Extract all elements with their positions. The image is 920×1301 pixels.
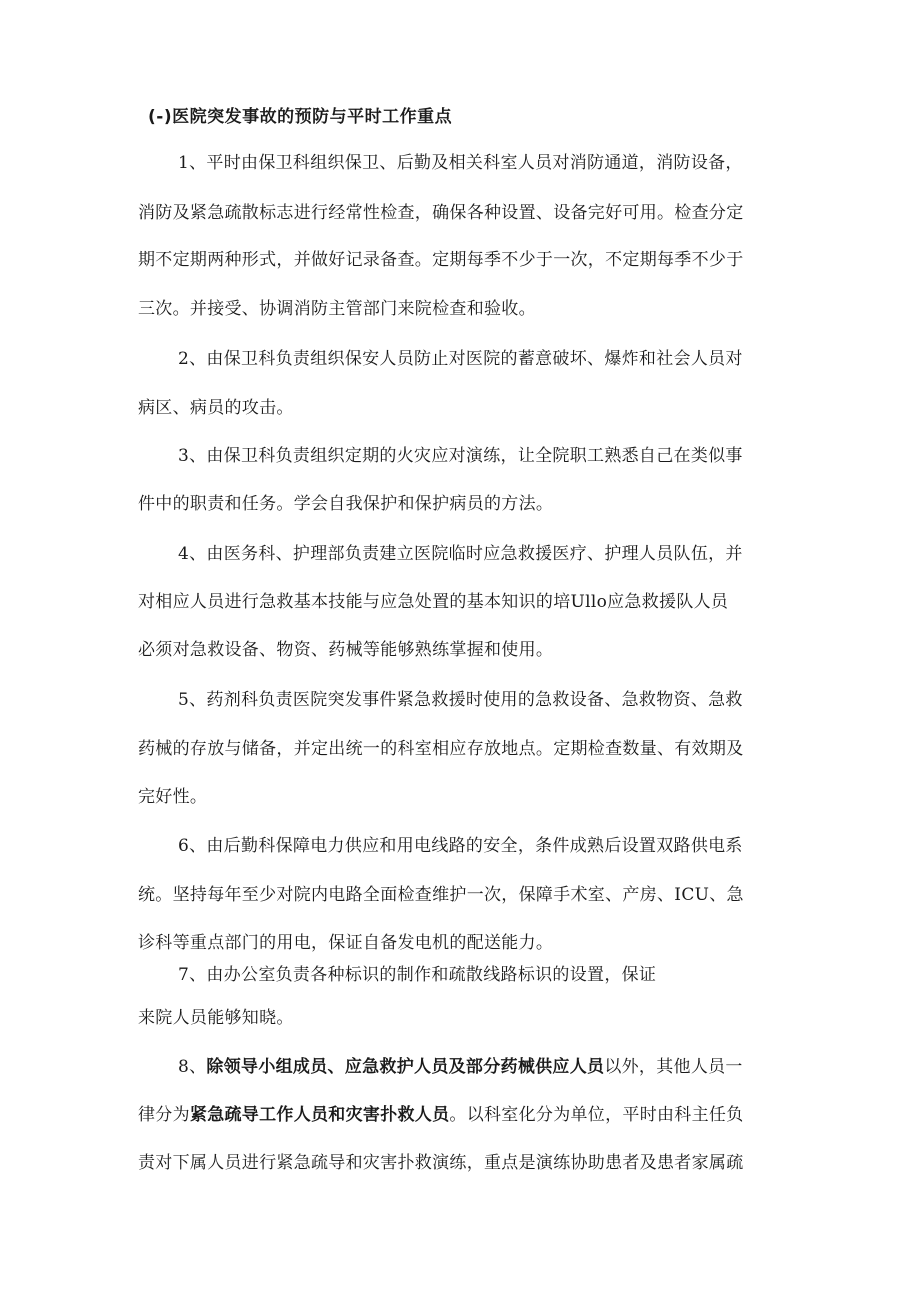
paragraph-8-line-1-rest: 以外，其他人员一 xyxy=(604,1057,743,1077)
paragraph-3-line-1: 3、由保卫科负责组织定期的火灾应对演练，让全院职工熟悉自己在类似事 xyxy=(178,446,743,466)
paragraph-8-number: 8、 xyxy=(178,1057,207,1077)
paragraph-2-line-1: 2、由保卫科负责组织保安人员防止对医院的蓄意破坏、爆炸和社会人员对 xyxy=(178,349,743,369)
paragraph-8-bold-phrase-2: 紧急疏导工作人员和灾害扑救人员 xyxy=(189,1105,450,1125)
paragraph-4-line-2: 对相应人员进行急救基本技能与应急处置的基本知识的培Ullo应急救援队人员 xyxy=(138,592,729,612)
paragraph-7-line-2: 来院人员能够知晓。 xyxy=(138,1008,294,1028)
paragraph-6-line-2: 统。坚持每年至少对院内电路全面检查维护一次，保障手术室、产房、ICU、急 xyxy=(138,885,744,905)
paragraph-2-line-2: 病区、病员的攻击。 xyxy=(138,398,294,418)
section-heading: (-)医院突发事故的预防与平时工作重点 xyxy=(148,107,453,127)
paragraph-1-line-1: 1、平时由保卫科组织保卫、后勤及相关科室人员对消防通道，消防设备， xyxy=(178,153,743,173)
paragraph-1-line-3: 期不定期两种形式，并做好记录备查。定期每季不少于一次，不定期每季不少于 xyxy=(138,250,744,270)
paragraph-8-line-2 xyxy=(138,1100,744,1125)
paragraph-8-bold-phrase-1: 除领导小组成员、应急救护人员及部分药械供应人员 xyxy=(206,1057,605,1077)
paragraph-8-line-2-pre: 律分为 xyxy=(138,1105,190,1125)
paragraph-3-line-2: 件中的职责和任务。学会自我保护和保护病员的方法。 xyxy=(138,494,554,514)
paragraph-1-line-4: 三次。并接受、协调消防主管部门来院检查和验收。 xyxy=(138,299,536,319)
paragraph-8-line-2-rest: 。以科室化分为单位，平时由科主任负 xyxy=(449,1105,744,1125)
paragraph-6-line-3: 诊科等重点部门的用电，保证自备发电机的配送能力。 xyxy=(138,933,554,953)
paragraph-7-line-1: 7、由办公室负责各种标识的制作和疏散线路标识的设置，保证 xyxy=(178,965,657,985)
paragraph-5-line-2: 药械的存放与储备，并定出统一的科室相应存放地点。定期检查数量、有效期及 xyxy=(138,739,744,759)
paragraph-5-line-3: 完好性。 xyxy=(138,787,208,807)
paragraph-5-line-1: 5、药剂科负责医院突发事件紧急救援时使用的急救设备、急救物资、急救 xyxy=(178,690,743,710)
paragraph-8-line-1 xyxy=(178,1052,743,1077)
paragraph-6-line-1: 6、由后勤科保障电力供应和用电线路的安全，条件成熟后设置双路供电系 xyxy=(178,836,743,856)
paragraph-1-line-2: 消防及紧急疏散标志进行经常性检查，确保各种设置、设备完好可用。检查分定 xyxy=(138,203,744,223)
paragraph-8-line-3: 责对下属人员进行紧急疏导和灾害扑救演练，重点是演练协助患者及患者家属疏 xyxy=(138,1153,744,1173)
paragraph-4-line-1: 4、由医务科、护理部负责建立医院临时应急救援医疗、护理人员队伍，并 xyxy=(178,544,743,564)
paragraph-4-line-3: 必须对急救设备、物资、药械等能够熟练掌握和使用。 xyxy=(138,640,554,660)
